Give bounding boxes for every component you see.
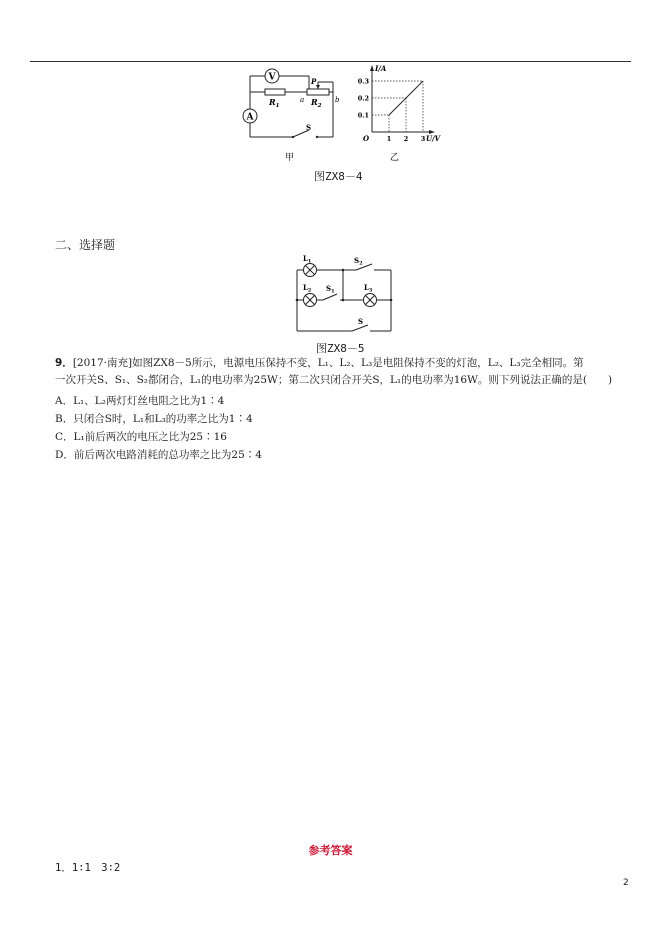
option-b: B．只闭合S时，L₁和L₃的功率之比为1∶4 [55,413,253,425]
page-number: 2 [623,878,629,888]
s1-sub: 1 [331,288,335,295]
graph-yi-label: 乙 [390,153,400,163]
l1-text [303,254,311,265]
y-tick-label: 0.2 [357,94,369,103]
l1-sub: 1 [307,258,312,265]
y-tick-label: 0.3 [357,77,369,86]
s2-text [354,256,363,267]
l3-text [364,283,373,294]
slider-label: P [311,77,317,86]
origin-label: O [363,134,370,143]
answers-title: 参考答案 [308,844,353,857]
r2-sub: 2 [317,103,322,109]
y-tick-label: 0.1 [357,111,369,120]
question-9-line2: 一次开关S、S₁、S₂都闭合，L₁的电功率为25W；第二次只闭合开关S，L₁的电功率为16W。则下列说法正确的是( ) [55,374,613,386]
node-b-label: b [335,96,340,104]
s2-sub: 2 [359,260,363,267]
question-9-line1 [55,355,584,371]
figure-zx8-4-graph [352,62,447,164]
l1-label: L [303,254,308,263]
l3-label: L [364,283,369,292]
r2-text [310,97,322,109]
x-tick-label: 1 [386,135,392,143]
circuit-jia-label: 甲 [285,153,295,163]
s1-text [326,284,335,295]
voltmeter-label: V [268,72,276,83]
answers-line1: 1．1∶1 3∶2 [55,862,121,874]
s-label: S [358,317,364,326]
r1-sub: 1 [275,103,280,109]
s2-label: S [354,256,360,265]
figure-zx8-4-circuit [235,62,350,164]
l2-sub: 2 [307,287,312,294]
figure-zx8-4-caption: 图ZX8－4 [314,170,363,183]
option-c: C．L₁前后两次的电压之比为25∶16 [55,431,227,443]
r2-label: R [311,97,318,107]
question-number: 9． [55,357,73,369]
ammeter-label: A [246,112,254,123]
l3-sub: 3 [368,287,373,294]
figure-zx8-5-circuit [290,254,400,336]
r1-label: R [269,97,276,107]
node-a-label: a [300,96,305,104]
question-9-text-line1: [2017·南充]如图ZX8－5所示，电源电压保持不变，L₁、L₂、L₃是电阻保持不变的灯泡，L₂、L₃完全相同。第 [72,357,584,369]
r1-text [268,97,279,109]
y-axis-label: I/A [375,64,387,73]
l2-label: L [303,283,308,292]
x-tick-label: 2 [403,135,409,143]
option-a: A．L₁、L₂两灯灯丝电阻之比为1∶4 [55,395,225,407]
figure-zx8-5-caption: 图ZX8－5 [316,342,365,355]
section-title: 二、选择题 [55,238,116,252]
x-axis-label: U/V [426,134,441,143]
l2-text [303,283,312,294]
switch-label: S [306,123,312,132]
x-tick-label: 3 [420,135,426,143]
option-d: D．前后两次电路消耗的总功率之比为25∶4 [55,449,262,461]
s1-label: S [326,284,332,293]
